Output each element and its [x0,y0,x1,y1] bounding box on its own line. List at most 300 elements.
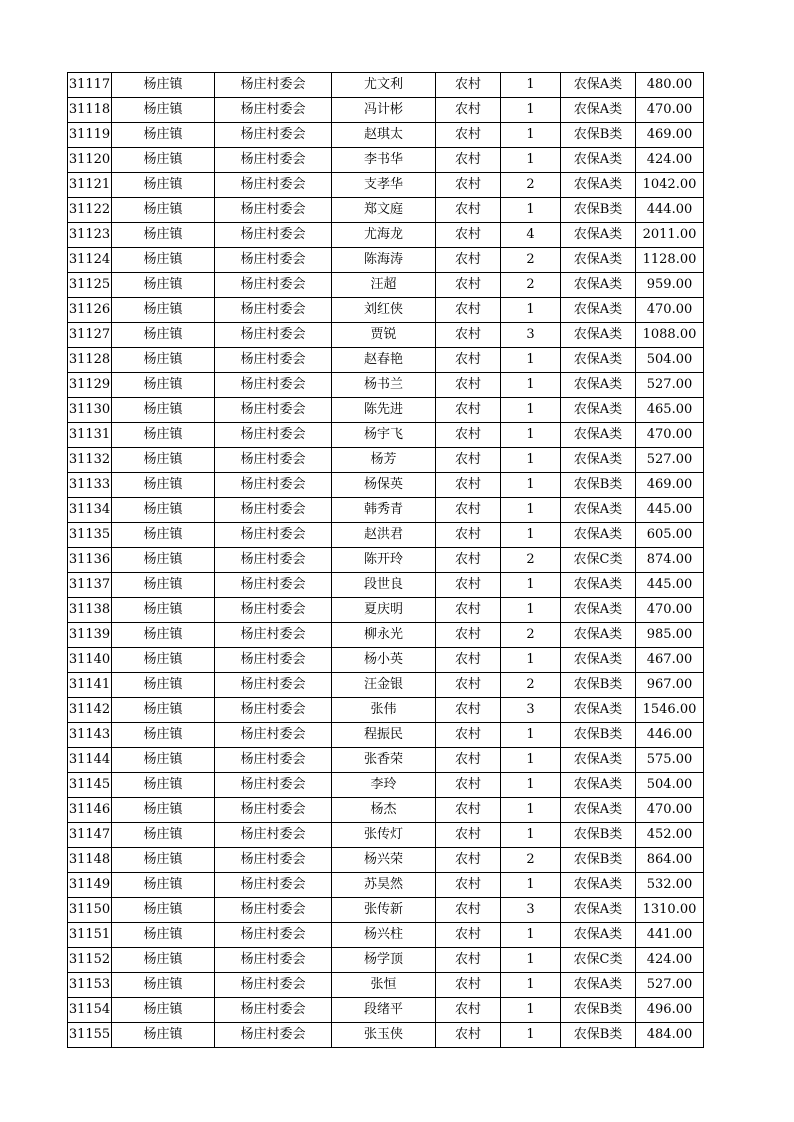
cell-person-name: 张恒 [332,973,436,998]
cell-village-committee: 杨庄村委会 [215,523,332,548]
cell-area-type: 农村 [436,98,501,123]
cell-village-committee: 杨庄村委会 [215,898,332,923]
table-row [68,148,704,173]
table-row [68,998,704,1023]
cell-amount: 465.00 [636,398,704,423]
cell-amount: 445.00 [636,573,704,598]
data-table [67,72,704,1048]
table-row [68,648,704,673]
cell-village-committee: 杨庄村委会 [215,473,332,498]
cell-area-type: 农村 [436,823,501,848]
cell-household-count: 2 [501,173,561,198]
cell-insurance-category: 农保B类 [561,723,636,748]
table-row [68,673,704,698]
cell-village-committee: 杨庄村委会 [215,723,332,748]
cell-area-type: 农村 [436,748,501,773]
cell-person-name: 张传灯 [332,823,436,848]
table-row [68,948,704,973]
cell-amount: 467.00 [636,648,704,673]
cell-row-id: 31137 [68,573,112,598]
table-row [68,698,704,723]
cell-household-count: 1 [501,1023,561,1048]
cell-household-count: 1 [501,923,561,948]
cell-village-committee: 杨庄村委会 [215,773,332,798]
cell-town: 杨庄镇 [112,448,215,473]
cell-town: 杨庄镇 [112,498,215,523]
cell-insurance-category: 农保B类 [561,823,636,848]
cell-person-name: 刘红侠 [332,298,436,323]
table-row [68,523,704,548]
cell-amount: 527.00 [636,373,704,398]
cell-town: 杨庄镇 [112,323,215,348]
cell-insurance-category: 农保A类 [561,923,636,948]
table-row [68,373,704,398]
cell-village-committee: 杨庄村委会 [215,223,332,248]
cell-town: 杨庄镇 [112,198,215,223]
cell-person-name: 李书华 [332,148,436,173]
cell-person-name: 杨宇飞 [332,423,436,448]
cell-row-id: 31121 [68,173,112,198]
cell-row-id: 31154 [68,998,112,1023]
cell-amount: 445.00 [636,498,704,523]
cell-area-type: 农村 [436,423,501,448]
cell-area-type: 农村 [436,473,501,498]
cell-town: 杨庄镇 [112,73,215,98]
cell-person-name: 张玉侠 [332,1023,436,1048]
cell-row-id: 31138 [68,598,112,623]
cell-area-type: 农村 [436,398,501,423]
cell-row-id: 31147 [68,823,112,848]
cell-household-count: 1 [501,723,561,748]
cell-household-count: 1 [501,598,561,623]
cell-village-committee: 杨庄村委会 [215,323,332,348]
cell-area-type: 农村 [436,223,501,248]
cell-village-committee: 杨庄村委会 [215,698,332,723]
cell-area-type: 农村 [436,248,501,273]
cell-row-id: 31124 [68,248,112,273]
table-row [68,323,704,348]
cell-insurance-category: 农保B类 [561,998,636,1023]
cell-person-name: 赵琪太 [332,123,436,148]
cell-village-committee: 杨庄村委会 [215,498,332,523]
cell-village-committee: 杨庄村委会 [215,573,332,598]
table-row [68,548,704,573]
cell-village-committee: 杨庄村委会 [215,798,332,823]
cell-area-type: 农村 [436,923,501,948]
cell-town: 杨庄镇 [112,723,215,748]
cell-town: 杨庄镇 [112,648,215,673]
cell-village-committee: 杨庄村委会 [215,598,332,623]
cell-town: 杨庄镇 [112,98,215,123]
cell-household-count: 1 [501,998,561,1023]
cell-insurance-category: 农保A类 [561,98,636,123]
cell-area-type: 农村 [436,773,501,798]
cell-village-committee: 杨庄村委会 [215,748,332,773]
table-row [68,448,704,473]
cell-insurance-category: 农保A类 [561,148,636,173]
cell-row-id: 31150 [68,898,112,923]
cell-area-type: 农村 [436,598,501,623]
table-row [68,598,704,623]
cell-household-count: 1 [501,798,561,823]
table-row [68,123,704,148]
cell-area-type: 农村 [436,198,501,223]
cell-amount: 864.00 [636,848,704,873]
cell-amount: 985.00 [636,623,704,648]
cell-row-id: 31131 [68,423,112,448]
cell-row-id: 31139 [68,623,112,648]
cell-area-type: 农村 [436,298,501,323]
cell-amount: 1128.00 [636,248,704,273]
cell-town: 杨庄镇 [112,348,215,373]
cell-row-id: 31119 [68,123,112,148]
cell-household-count: 4 [501,223,561,248]
cell-row-id: 31145 [68,773,112,798]
table-row [68,423,704,448]
cell-area-type: 农村 [436,373,501,398]
table-row [68,1023,704,1048]
cell-insurance-category: 农保B类 [561,473,636,498]
cell-amount: 470.00 [636,798,704,823]
cell-area-type: 农村 [436,548,501,573]
cell-row-id: 31127 [68,323,112,348]
cell-insurance-category: 农保B类 [561,198,636,223]
cell-area-type: 农村 [436,848,501,873]
cell-town: 杨庄镇 [112,523,215,548]
cell-person-name: 杨兴荣 [332,848,436,873]
cell-amount: 959.00 [636,273,704,298]
cell-row-id: 31125 [68,273,112,298]
cell-household-count: 1 [501,748,561,773]
table-row [68,173,704,198]
cell-row-id: 31120 [68,148,112,173]
table-row [68,398,704,423]
cell-insurance-category: 农保A类 [561,273,636,298]
cell-person-name: 韩秀青 [332,498,436,523]
cell-row-id: 31117 [68,73,112,98]
cell-area-type: 农村 [436,573,501,598]
cell-row-id: 31144 [68,748,112,773]
cell-amount: 444.00 [636,198,704,223]
cell-row-id: 31140 [68,648,112,673]
cell-person-name: 柳永光 [332,623,436,648]
cell-household-count: 3 [501,698,561,723]
cell-insurance-category: 农保B类 [561,1023,636,1048]
cell-person-name: 张传新 [332,898,436,923]
table-row [68,873,704,898]
cell-household-count: 2 [501,273,561,298]
cell-person-name: 张香荣 [332,748,436,773]
cell-household-count: 3 [501,898,561,923]
cell-household-count: 2 [501,673,561,698]
cell-insurance-category: 农保A类 [561,348,636,373]
cell-village-committee: 杨庄村委会 [215,298,332,323]
cell-town: 杨庄镇 [112,123,215,148]
cell-household-count: 1 [501,348,561,373]
cell-person-name: 赵春艳 [332,348,436,373]
cell-household-count: 1 [501,523,561,548]
cell-town: 杨庄镇 [112,823,215,848]
cell-town: 杨庄镇 [112,148,215,173]
cell-area-type: 农村 [436,273,501,298]
cell-person-name: 张伟 [332,698,436,723]
cell-row-id: 31146 [68,798,112,823]
table-row [68,623,704,648]
cell-insurance-category: 农保A类 [561,573,636,598]
cell-area-type: 农村 [436,148,501,173]
cell-insurance-category: 农保A类 [561,498,636,523]
cell-town: 杨庄镇 [112,748,215,773]
cell-amount: 1088.00 [636,323,704,348]
cell-insurance-category: 农保A类 [561,423,636,448]
table-row [68,748,704,773]
cell-village-committee: 杨庄村委会 [215,648,332,673]
cell-household-count: 1 [501,373,561,398]
cell-row-id: 31122 [68,198,112,223]
cell-town: 杨庄镇 [112,698,215,723]
cell-amount: 2011.00 [636,223,704,248]
cell-household-count: 1 [501,98,561,123]
cell-household-count: 1 [501,973,561,998]
cell-person-name: 陈先进 [332,398,436,423]
cell-row-id: 31148 [68,848,112,873]
cell-row-id: 31151 [68,923,112,948]
cell-town: 杨庄镇 [112,548,215,573]
table-row [68,898,704,923]
cell-row-id: 31133 [68,473,112,498]
cell-town: 杨庄镇 [112,598,215,623]
cell-area-type: 农村 [436,498,501,523]
table-row [68,298,704,323]
cell-household-count: 1 [501,498,561,523]
cell-village-committee: 杨庄村委会 [215,848,332,873]
cell-insurance-category: 农保A类 [561,798,636,823]
cell-insurance-category: 农保A类 [561,773,636,798]
cell-area-type: 农村 [436,998,501,1023]
cell-household-count: 1 [501,398,561,423]
table-row [68,248,704,273]
cell-area-type: 农村 [436,323,501,348]
cell-insurance-category: 农保B类 [561,848,636,873]
cell-row-id: 31141 [68,673,112,698]
cell-amount: 527.00 [636,448,704,473]
cell-area-type: 农村 [436,948,501,973]
cell-household-count: 1 [501,123,561,148]
cell-row-id: 31132 [68,448,112,473]
cell-household-count: 1 [501,823,561,848]
cell-row-id: 31155 [68,1023,112,1048]
cell-town: 杨庄镇 [112,473,215,498]
cell-area-type: 农村 [436,648,501,673]
table-row [68,498,704,523]
cell-household-count: 1 [501,148,561,173]
cell-village-committee: 杨庄村委会 [215,873,332,898]
table-row [68,823,704,848]
cell-town: 杨庄镇 [112,173,215,198]
cell-insurance-category: 农保A类 [561,973,636,998]
cell-town: 杨庄镇 [112,273,215,298]
table-row [68,773,704,798]
cell-amount: 504.00 [636,348,704,373]
table-row [68,923,704,948]
cell-person-name: 程振民 [332,723,436,748]
cell-household-count: 1 [501,873,561,898]
table-row [68,973,704,998]
cell-town: 杨庄镇 [112,623,215,648]
cell-village-committee: 杨庄村委会 [215,98,332,123]
cell-insurance-category: 农保A类 [561,598,636,623]
cell-village-committee: 杨庄村委会 [215,123,332,148]
cell-village-committee: 杨庄村委会 [215,398,332,423]
cell-amount: 967.00 [636,673,704,698]
cell-amount: 527.00 [636,973,704,998]
cell-household-count: 1 [501,73,561,98]
cell-village-committee: 杨庄村委会 [215,923,332,948]
cell-village-committee: 杨庄村委会 [215,248,332,273]
cell-person-name: 贾锐 [332,323,436,348]
table-row [68,98,704,123]
cell-amount: 1042.00 [636,173,704,198]
cell-row-id: 31118 [68,98,112,123]
cell-person-name: 杨芳 [332,448,436,473]
cell-row-id: 31123 [68,223,112,248]
cell-insurance-category: 农保A类 [561,748,636,773]
cell-amount: 470.00 [636,423,704,448]
cell-insurance-category: 农保A类 [561,373,636,398]
cell-amount: 446.00 [636,723,704,748]
cell-person-name: 李玲 [332,773,436,798]
cell-household-count: 2 [501,248,561,273]
cell-town: 杨庄镇 [112,373,215,398]
cell-person-name: 杨学顶 [332,948,436,973]
cell-row-id: 31152 [68,948,112,973]
cell-town: 杨庄镇 [112,798,215,823]
cell-household-count: 1 [501,198,561,223]
cell-town: 杨庄镇 [112,898,215,923]
cell-amount: 874.00 [636,548,704,573]
cell-amount: 1546.00 [636,698,704,723]
cell-area-type: 农村 [436,73,501,98]
table-body [68,73,704,1048]
cell-person-name: 杨杰 [332,798,436,823]
cell-amount: 441.00 [636,923,704,948]
cell-village-committee: 杨庄村委会 [215,623,332,648]
cell-amount: 470.00 [636,98,704,123]
cell-household-count: 2 [501,623,561,648]
cell-village-committee: 杨庄村委会 [215,673,332,698]
cell-amount: 484.00 [636,1023,704,1048]
cell-household-count: 1 [501,648,561,673]
cell-person-name: 尤海龙 [332,223,436,248]
cell-village-committee: 杨庄村委会 [215,198,332,223]
cell-amount: 469.00 [636,123,704,148]
cell-insurance-category: 农保A类 [561,698,636,723]
table-row [68,198,704,223]
cell-town: 杨庄镇 [112,248,215,273]
table-row [68,223,704,248]
cell-row-id: 31142 [68,698,112,723]
cell-village-committee: 杨庄村委会 [215,73,332,98]
cell-insurance-category: 农保C类 [561,948,636,973]
cell-row-id: 31149 [68,873,112,898]
cell-row-id: 31136 [68,548,112,573]
cell-area-type: 农村 [436,173,501,198]
cell-insurance-category: 农保A类 [561,173,636,198]
cell-insurance-category: 农保A类 [561,873,636,898]
cell-village-committee: 杨庄村委会 [215,998,332,1023]
cell-village-committee: 杨庄村委会 [215,1023,332,1048]
cell-person-name: 汪金银 [332,673,436,698]
cell-village-committee: 杨庄村委会 [215,273,332,298]
cell-household-count: 1 [501,423,561,448]
cell-town: 杨庄镇 [112,923,215,948]
cell-area-type: 农村 [436,523,501,548]
cell-area-type: 农村 [436,698,501,723]
cell-person-name: 郑文庭 [332,198,436,223]
cell-area-type: 农村 [436,723,501,748]
cell-row-id: 31126 [68,298,112,323]
cell-row-id: 31130 [68,398,112,423]
cell-amount: 480.00 [636,73,704,98]
cell-village-committee: 杨庄村委会 [215,348,332,373]
cell-insurance-category: 农保A类 [561,648,636,673]
cell-insurance-category: 农保A类 [561,248,636,273]
cell-village-committee: 杨庄村委会 [215,823,332,848]
cell-amount: 504.00 [636,773,704,798]
table-row [68,348,704,373]
cell-town: 杨庄镇 [112,573,215,598]
cell-insurance-category: 农保A类 [561,448,636,473]
cell-amount: 532.00 [636,873,704,898]
cell-area-type: 农村 [436,348,501,373]
table-row [68,848,704,873]
cell-household-count: 1 [501,573,561,598]
cell-town: 杨庄镇 [112,948,215,973]
cell-village-committee: 杨庄村委会 [215,448,332,473]
cell-person-name: 汪超 [332,273,436,298]
cell-row-id: 31135 [68,523,112,548]
cell-town: 杨庄镇 [112,1023,215,1048]
cell-amount: 469.00 [636,473,704,498]
cell-household-count: 1 [501,473,561,498]
cell-amount: 605.00 [636,523,704,548]
cell-amount: 496.00 [636,998,704,1023]
cell-town: 杨庄镇 [112,298,215,323]
cell-area-type: 农村 [436,898,501,923]
cell-insurance-category: 农保C类 [561,548,636,573]
cell-insurance-category: 农保A类 [561,223,636,248]
cell-person-name: 冯计彬 [332,98,436,123]
cell-household-count: 2 [501,848,561,873]
table-row [68,798,704,823]
cell-town: 杨庄镇 [112,848,215,873]
cell-area-type: 农村 [436,973,501,998]
cell-insurance-category: 农保B类 [561,123,636,148]
cell-amount: 452.00 [636,823,704,848]
cell-area-type: 农村 [436,623,501,648]
cell-town: 杨庄镇 [112,773,215,798]
cell-person-name: 杨书兰 [332,373,436,398]
cell-person-name: 段世良 [332,573,436,598]
table-row [68,73,704,98]
cell-insurance-category: 农保A类 [561,323,636,348]
cell-household-count: 2 [501,548,561,573]
cell-household-count: 1 [501,948,561,973]
cell-person-name: 陈海涛 [332,248,436,273]
cell-household-count: 3 [501,323,561,348]
cell-row-id: 31134 [68,498,112,523]
cell-insurance-category: 农保A类 [561,398,636,423]
